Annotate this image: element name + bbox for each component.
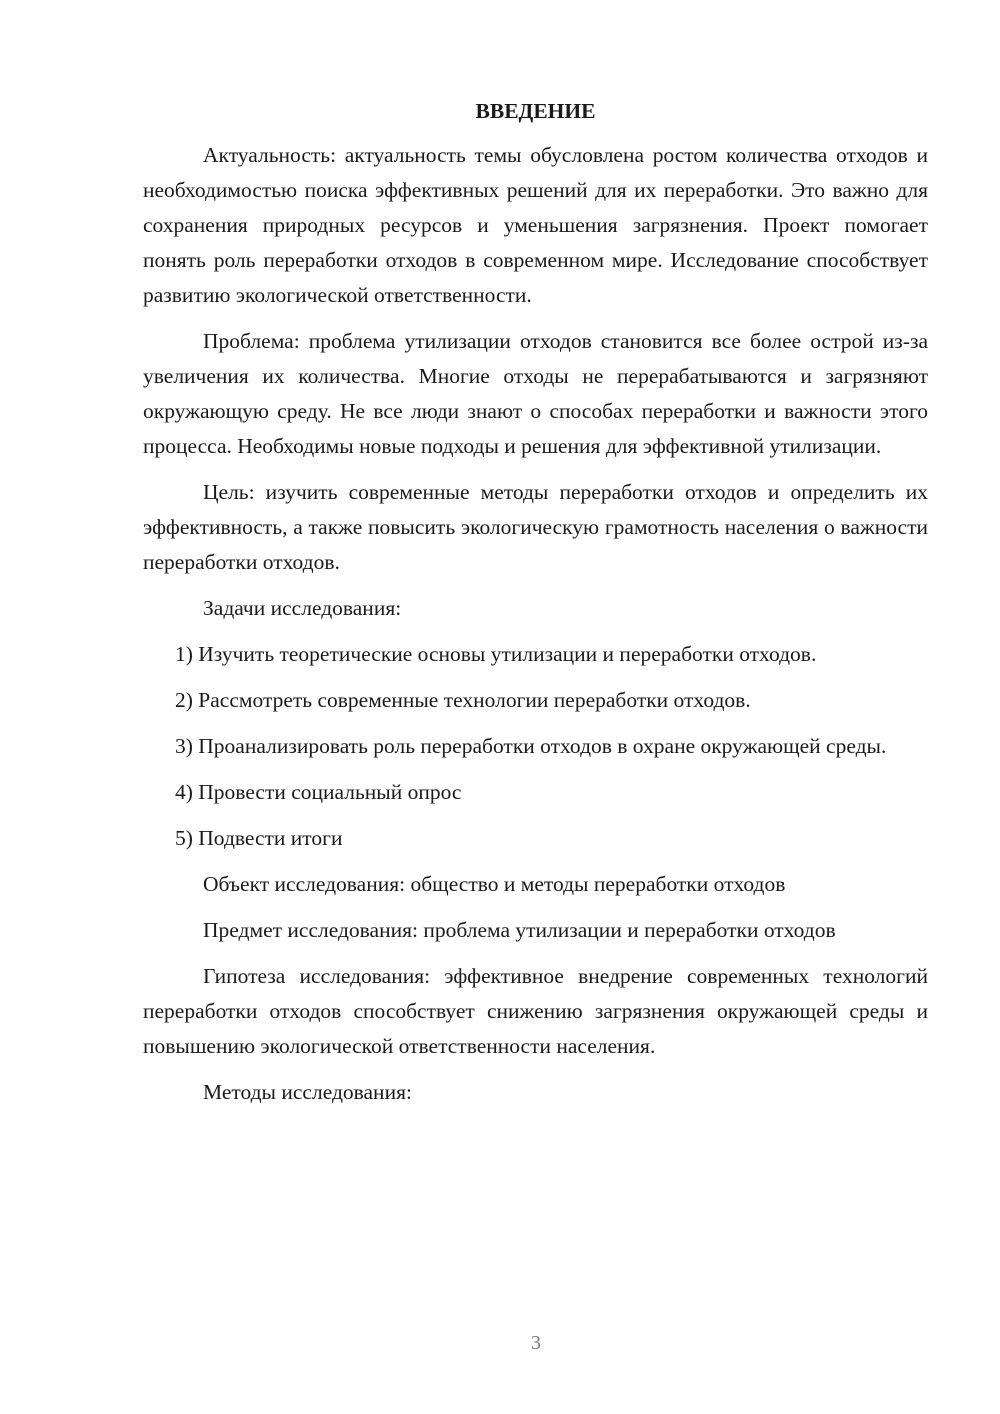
paragraph-goal: Цель: изучить современные методы переработки отходов и определить их эффективность, а также повысить экологическую грамотность населения о важности переработки отходов. xyxy=(143,480,928,574)
task-item-4: 4) Провести социальный опрос xyxy=(175,780,462,804)
paragraph-subject: Предмет исследования: проблема утилизации и переработки отходов xyxy=(203,918,836,942)
task-item-2: 2) Рассмотреть современные технологии переработки отходов. xyxy=(175,688,751,712)
page-number: 3 xyxy=(531,1332,541,1354)
methods-label: Методы исследования: xyxy=(203,1080,412,1104)
task-item-5: 5) Подвести итоги xyxy=(175,826,343,850)
page-content xyxy=(143,96,928,1121)
paragraph-problem: Проблема: проблема утилизации отходов становится все более острой из-за увеличения их количества. Многие отходы не перерабатываются и загрязняют окружающую среду. Не все люди знают о способах переработки и важности этого процесса. Необходимы новые подходы и решения для эффективной утилизации. xyxy=(143,329,928,458)
paragraph-hypothesis: Гипотеза исследования: эффективное внедрение современных технологий переработки отходов способствует снижению загрязнения окружающей среды и повышению экологической ответственности населения. xyxy=(143,964,928,1058)
task-item-3: 3) Проанализировать роль переработки отходов в охране окружающей среды. xyxy=(175,734,887,758)
paragraph-relevance: Актуальность: актуальность темы обусловлена ростом количества отходов и необходимостью поиска эффективных решений для их переработки. Это важно для сохранения природных ресурсов и уменьшения загрязнения. Проект помогает понять роль переработки отходов в современном мире. Исследование способствует развитию экологической ответственности. xyxy=(143,143,928,307)
task-item-1: 1) Изучить теоретические основы утилизации и переработки отходов. xyxy=(175,642,817,666)
paragraph-object: Объект исследования: общество и методы переработки отходов xyxy=(203,872,786,896)
tasks-label: Задачи исследования: xyxy=(203,596,402,620)
section-title: ВВЕДЕНИЕ xyxy=(475,99,596,123)
